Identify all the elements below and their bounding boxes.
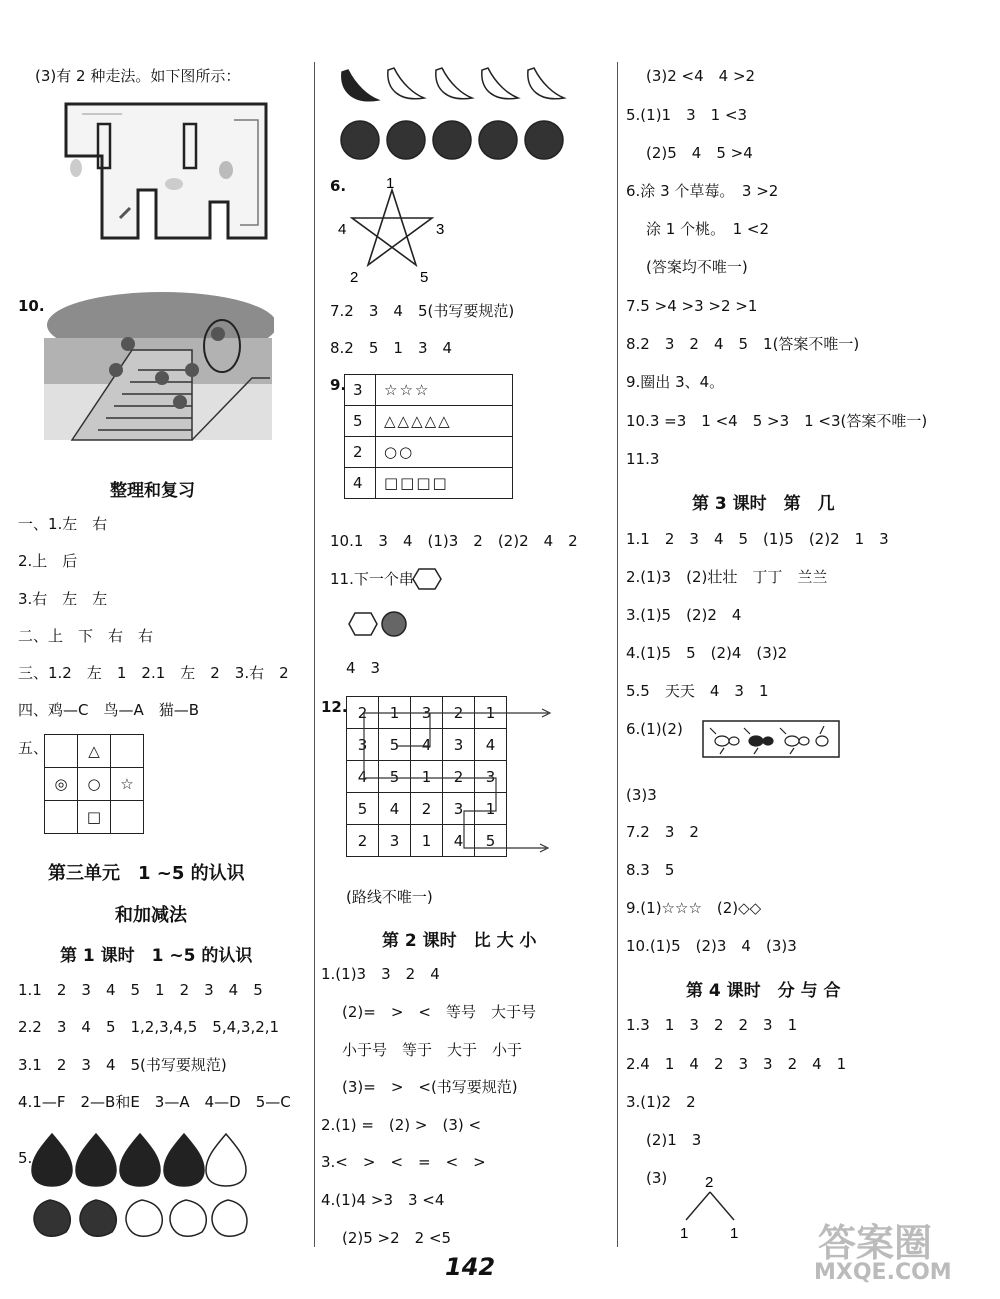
c3-line-6: (答案均不唯一): [646, 258, 748, 276]
c3-line-2: 5.(1)1 3 1 <3: [626, 106, 748, 124]
grid-cell: 5: [475, 825, 507, 857]
grid-cell: 1: [411, 761, 443, 793]
review-title: 整理和复习: [110, 481, 195, 501]
review-line-4: 二、上 下 右 右: [18, 627, 154, 645]
column-2: [318, 0, 613, 1250]
count-cell: 2: [345, 437, 376, 468]
symbol-cell: ☆☆☆: [376, 375, 513, 406]
review-line-5: 三、1.2 左 1 2.1 左 2 3.右 2: [18, 664, 289, 682]
grid-cell: 3: [443, 793, 475, 825]
lesson3-line-11: 10.(1)5 (2)3 4 (3)3: [626, 937, 797, 955]
column-divider: [314, 62, 315, 1247]
watermark-url: MXQE.COM: [814, 1260, 952, 1285]
c3-line-8: 8.2 3 2 4 5 1(答案不唯一): [626, 335, 860, 353]
review-line-3: 3.右 左 左: [18, 590, 108, 608]
grid-cell: 2: [443, 761, 475, 793]
q8-line: 8.2 5 1 3 4: [330, 339, 453, 357]
grid-cell: 3: [475, 761, 507, 793]
grid-cell: ☆: [111, 768, 144, 801]
grid-cell: [111, 735, 144, 768]
grid-cell: 4: [411, 729, 443, 761]
lesson-3-title: 第 3 课时 第 几: [692, 494, 835, 514]
pears-peaches-image: [30, 1128, 250, 1250]
symbol-cell: □□□□: [376, 468, 513, 499]
grid-cell: ◎: [45, 768, 78, 801]
grid-cell: 4: [379, 793, 411, 825]
symbol-count-table: [344, 374, 513, 499]
table-row: [347, 793, 507, 825]
grid-cell: □: [78, 801, 111, 834]
lesson-2-title: 第 2 课时 比 大 小: [382, 931, 537, 951]
q10-label: 10.: [18, 297, 45, 315]
review-line-1: 一、1.左 右: [18, 515, 108, 533]
grid-cell: 4: [475, 729, 507, 761]
grid-cell: [45, 801, 78, 834]
lesson3-line-9: 8.3 5: [626, 861, 675, 879]
star-label: 3: [436, 221, 445, 238]
grid-cell: [111, 801, 144, 834]
count-cell: 3: [345, 375, 376, 406]
table-row: [345, 406, 513, 437]
star-label: 2: [350, 269, 359, 286]
grid-cell: 2: [411, 793, 443, 825]
split-tree-diagram: [674, 1170, 754, 1242]
grid-cell: 3: [347, 729, 379, 761]
star-label: 1: [386, 175, 395, 192]
c3-line-10: 10.3 =3 1 <4 5 >3 1 <3(答案不唯一): [626, 412, 928, 430]
route-note: (路线不唯一): [346, 888, 433, 906]
symbol-cell: △△△△△: [376, 406, 513, 437]
grid-cell: 5: [379, 729, 411, 761]
lesson2-line-2: (2)= > < 等号 大于号: [342, 1003, 536, 1021]
lesson4-line-2: 2.4 1 4 2 3 3 2 4 1: [626, 1055, 847, 1073]
unit-title-line-2: 和加减法: [115, 905, 187, 926]
watermark-logo: 答案圈: [818, 1221, 933, 1265]
count-cell: 4: [345, 468, 376, 499]
grid-cell: 2: [443, 697, 475, 729]
grid-cell: 2: [347, 825, 379, 857]
grid-cell: ○: [78, 768, 111, 801]
q12-label: 12.: [321, 698, 348, 716]
grid-cell: △: [78, 735, 111, 768]
q11-answer: 4 3: [346, 659, 381, 677]
table-row: [347, 697, 507, 729]
lesson-4-title: 第 4 课时 分 与 合: [686, 981, 841, 1001]
c3-line-4: 6.涂 3 个草莓。 3 >2: [626, 182, 779, 200]
ants-image: [702, 720, 842, 760]
table-row: [347, 729, 507, 761]
grid-cell: 2: [347, 697, 379, 729]
lesson2-line-4: (3)= > <(书写要规范): [342, 1078, 518, 1096]
lesson4-line-1: 1.3 1 3 2 2 3 1: [626, 1016, 798, 1034]
lesson2-line-1: 1.(1)3 3 2 4: [321, 965, 440, 983]
tree-right-value: 1: [730, 1225, 739, 1242]
c3-line-1: (3)2 <4 4 >2: [646, 67, 756, 85]
table-row: [345, 375, 513, 406]
table-row: [347, 761, 507, 793]
lesson1-line-2: 2.2 3 4 5 1,2,3,4,5 5,4,3,2,1: [18, 1018, 280, 1036]
table-row: [345, 468, 513, 499]
grid-cell: 1: [475, 697, 507, 729]
lesson3-line-6: 6.(1)(2): [626, 720, 683, 738]
q6-label: 6.: [330, 177, 347, 195]
c3-line-5: 涂 1 个桃。 1 <2: [646, 220, 770, 238]
count-cell: 5: [345, 406, 376, 437]
grid-cell: 1: [475, 793, 507, 825]
table-row: [347, 825, 507, 857]
grid-cell: [45, 735, 78, 768]
q9-label: 9.: [330, 376, 347, 394]
c3-line-11: 11.3: [626, 450, 660, 468]
column-3: [622, 0, 1000, 1250]
grid-cell: 5: [379, 761, 411, 793]
grid-cell: 4: [347, 761, 379, 793]
q7-line: 7.2 3 4 5(书写要规范): [330, 302, 515, 320]
maze-answer-text: (3)有 2 种走法。如下图所示：: [35, 67, 241, 85]
maze-diagram: [62, 100, 272, 242]
column-divider: [617, 62, 618, 1247]
lesson3-line-5: 5.5 天天 4 3 1: [626, 682, 769, 700]
lesson4-line-5: (3): [646, 1169, 668, 1187]
lesson2-line-6: 3.< > < = < >: [321, 1153, 486, 1171]
c3-line-3: (2)5 4 5 >4: [646, 144, 753, 162]
q11-line: 11.下一个串: [330, 570, 414, 588]
tree-top-value: 2: [705, 1174, 714, 1191]
c3-line-9: 9.圈出 3、4。: [626, 373, 725, 391]
grid-cell: 1: [379, 697, 411, 729]
column-1: [0, 0, 310, 1250]
lesson-1-title: 第 1 课时 1 ~5 的认识: [60, 946, 253, 966]
star-label: 4: [338, 221, 347, 238]
hexagon-icon: [412, 567, 442, 591]
lesson3-line-3: 3.(1)5 (2)2 4: [626, 606, 742, 624]
hexagon-circle-icon: [348, 610, 410, 638]
c3-line-7: 7.5 >4 >3 >2 >1: [626, 297, 758, 315]
number-grid: [346, 696, 507, 857]
table-row: [345, 437, 513, 468]
lesson2-line-7: 4.(1)4 >3 3 <4: [321, 1191, 445, 1209]
lesson3-line-2: 2.(1)3 (2)壮壮 丁丁 兰兰: [626, 568, 828, 586]
review-line-6: 四、鸡—C 鸟—A 猫—B: [18, 701, 200, 719]
position-grid: [44, 734, 144, 834]
lesson1-line-5: 5.: [18, 1149, 33, 1167]
grid-cell: 5: [347, 793, 379, 825]
lesson3-line-10: 9.(1)☆☆☆ (2)◇◇: [626, 899, 762, 917]
grid-cell: 3: [443, 729, 475, 761]
grid-cell: 1: [411, 825, 443, 857]
lesson4-line-4: (2)1 3: [646, 1131, 702, 1149]
star-label: 5: [420, 269, 429, 286]
star-diagram: [334, 170, 454, 288]
lesson1-line-3: 3.1 2 3 4 5(书写要规范): [18, 1056, 227, 1074]
symbol-cell: ○○: [376, 437, 513, 468]
lesson4-line-3: 3.(1)2 2: [626, 1093, 696, 1111]
lesson3-line-8: 7.2 3 2: [626, 823, 699, 841]
grid-cell: 4: [443, 825, 475, 857]
tree-left-value: 1: [680, 1225, 689, 1242]
lesson3-line-7: (3)3: [626, 786, 657, 804]
lesson2-line-3: 小于号 等于 大于 小于: [342, 1041, 523, 1059]
stairs-scene-image: [42, 290, 274, 442]
lesson2-line-8: (2)5 >2 2 <5: [342, 1229, 452, 1247]
unit-title-line-1: 第三单元 1 ~5 的认识: [48, 863, 245, 884]
lesson3-line-1: 1.1 2 3 4 5 (1)5 (2)2 1 3: [626, 530, 889, 548]
grid-cell: 3: [411, 697, 443, 729]
page-number: 142: [445, 1253, 496, 1281]
review-line-2: 2.上 后: [18, 552, 78, 570]
bananas-apples-image: [336, 62, 598, 164]
lesson2-line-5: 2.(1) = (2) > (3) <: [321, 1116, 482, 1134]
lesson1-line-1: 1.1 2 3 4 5 1 2 3 4 5: [18, 981, 263, 999]
lesson1-line-4: 4.1—F 2—B和E 3—A 4—D 5—C: [18, 1093, 291, 1111]
q10-line: 10.1 3 4 (1)3 2 (2)2 4 2: [330, 532, 578, 550]
lesson3-line-4: 4.(1)5 5 (2)4 (3)2: [626, 644, 788, 662]
grid-cell: 3: [379, 825, 411, 857]
review-line-7: 五、: [18, 739, 49, 757]
